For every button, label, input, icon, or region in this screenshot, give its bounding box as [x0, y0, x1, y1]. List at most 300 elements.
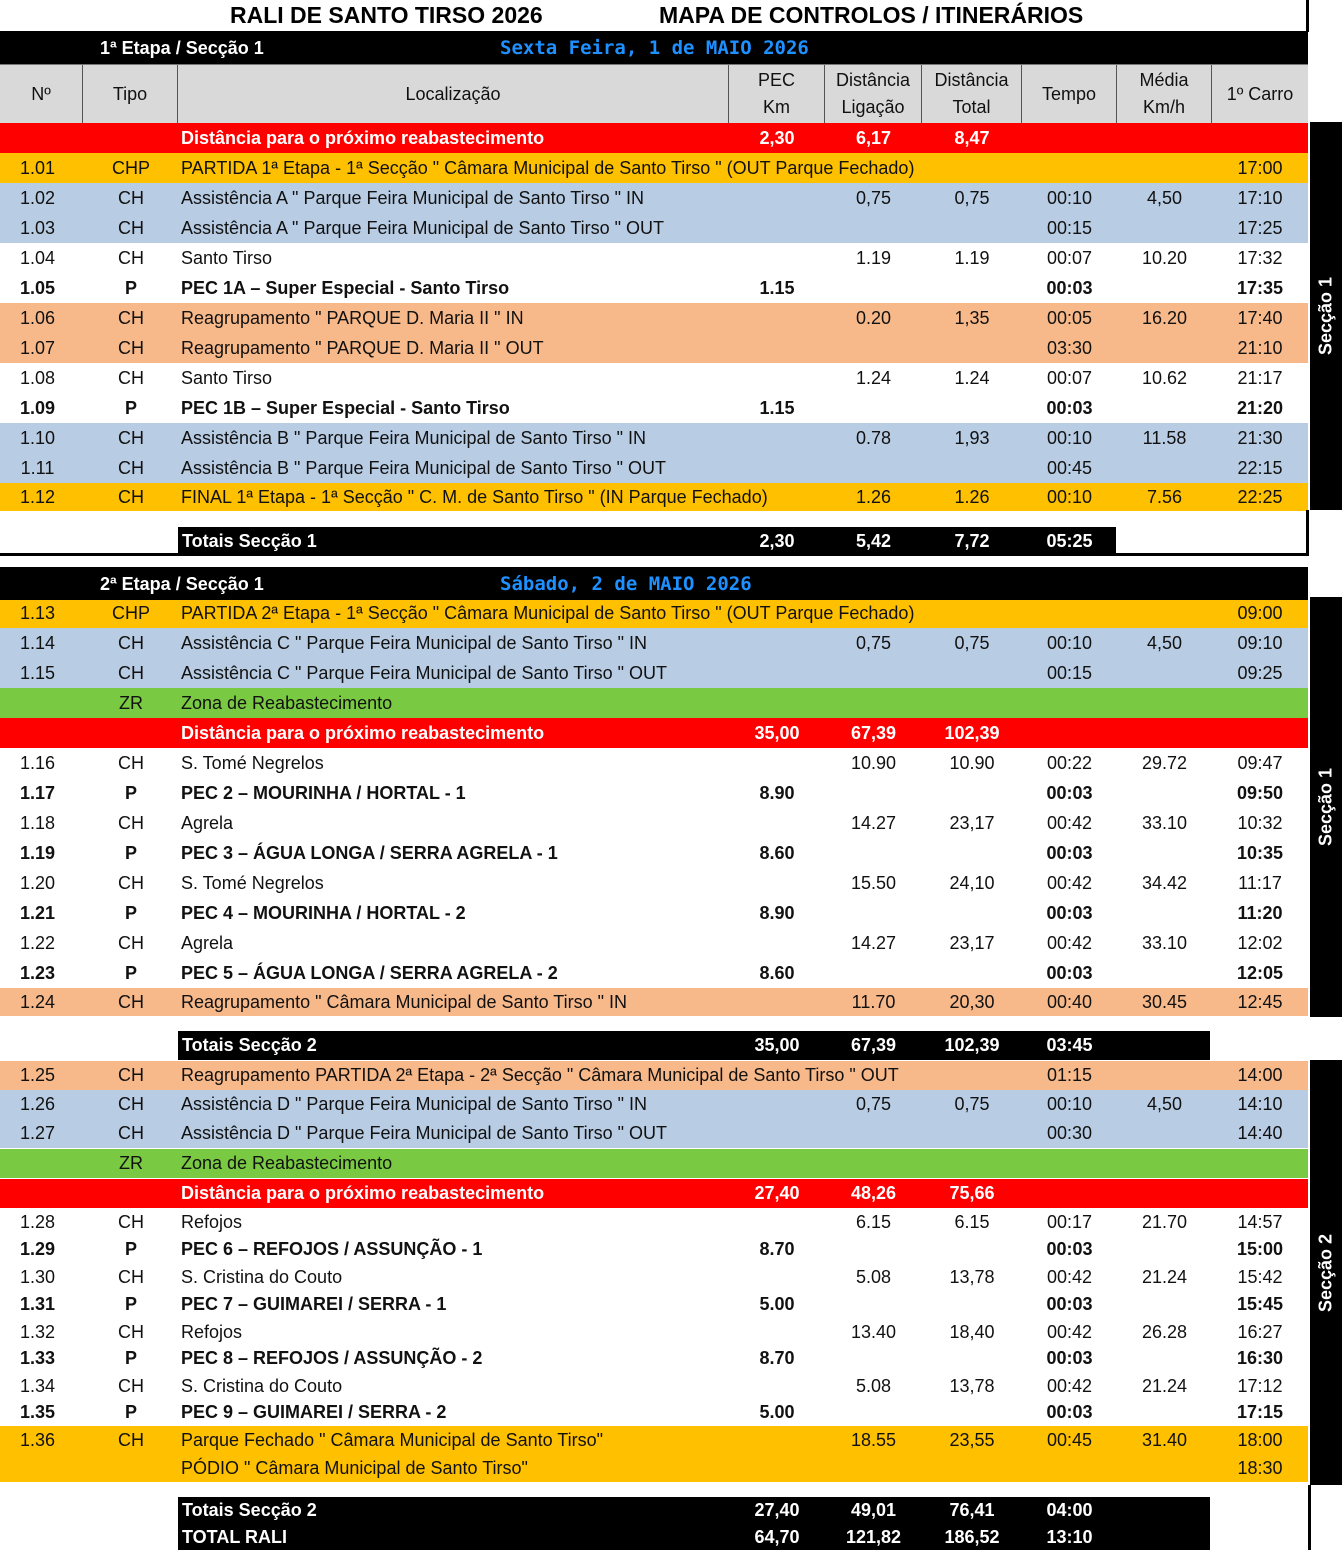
grand-total-label: TOTAL RALI: [182, 1526, 287, 1547]
cell-tipo: P: [124, 1239, 137, 1259]
cell-loc: Agrela: [181, 932, 234, 953]
cell-carro: 17:25: [1237, 217, 1283, 238]
cell-carro: [1212, 718, 1308, 748]
cell-pec: [729, 483, 825, 511]
cell-pec: [729, 658, 825, 688]
cell-media: [1117, 778, 1212, 808]
control-row: [0, 183, 1308, 213]
cell-lig: [825, 1119, 922, 1148]
cell-carro: 09:25: [1237, 662, 1283, 683]
stage-2-band: [0, 567, 1308, 600]
cell-carro: 14:57: [1237, 1211, 1283, 1232]
cell-tipo: CH: [118, 457, 144, 478]
cell-carro: 15:45: [1236, 1294, 1284, 1314]
cell-tot: 23,55: [949, 1429, 995, 1450]
cell-lig: 1.26: [855, 486, 892, 507]
cell-tipo: P: [124, 842, 137, 863]
cell-carro: 18:30: [1237, 1457, 1283, 1478]
cell-media: [1117, 1061, 1212, 1090]
cell-tipo: CH: [118, 427, 144, 448]
cell-carro: 17:40: [1237, 307, 1283, 328]
cell-tipo: CHP: [111, 602, 150, 623]
cell-lig: [825, 658, 922, 688]
cell-carro: 15:42: [1237, 1266, 1283, 1287]
control-row: [0, 898, 1308, 928]
totals-total: 102,39: [944, 1035, 1000, 1055]
control-row: [0, 273, 1308, 303]
control-row: [0, 1236, 1308, 1263]
cell-media: 4,50: [1146, 187, 1183, 208]
header-pec-line2: Km: [763, 97, 790, 117]
cell-tipo: CH: [118, 752, 144, 773]
cell-tipo: P: [124, 1294, 137, 1314]
cell-tipo: [84, 718, 178, 748]
cell-lig: 0,75: [855, 632, 892, 653]
cell-carro: [1212, 123, 1308, 153]
cell-lig: [825, 898, 922, 928]
cell-loc: PEC 5 – ÁGUA LONGA / SERRA AGRELA - 2: [181, 962, 558, 983]
cell-tot: [922, 213, 1022, 243]
cell-carro: 12:02: [1237, 932, 1283, 953]
cell-tot: 1.26: [954, 486, 990, 507]
cell-media: 10.20: [1141, 247, 1188, 268]
cell-loc: Assistência C " Parque Feira Municipal de Santo Tirso " IN: [181, 632, 647, 653]
cell-carro: 21:20: [1236, 397, 1284, 418]
control-row: [0, 1399, 1308, 1426]
cell-tempo: 00:03: [1046, 397, 1093, 418]
cell-media: [1117, 1149, 1212, 1178]
cell-lig: [825, 1236, 922, 1263]
cell-loc: PÓDIO " Câmara Municipal de Santo Tirso": [181, 1457, 528, 1478]
cell-loc: PEC 1A – Super Especial - Santo Tirso: [181, 277, 510, 298]
control-row: [0, 598, 1308, 628]
refuel-zone-row: [0, 1149, 1308, 1178]
cell-tempo: 00:03: [1046, 902, 1093, 923]
cell-pec: 8.60: [759, 842, 795, 863]
cell-tipo: P: [124, 1348, 137, 1368]
cell-pec: [729, 1318, 825, 1346]
cell-lig: [825, 1149, 922, 1178]
cell-carro: 21:17: [1237, 367, 1283, 388]
cell-media: 21.24: [1141, 1375, 1188, 1396]
cell-tipo: CH: [118, 307, 144, 328]
cell-tempo: 00:03: [1046, 1348, 1093, 1368]
cell-carro: 17:10: [1237, 187, 1283, 208]
cell-lig: [825, 333, 922, 363]
totals-row: [178, 1497, 1210, 1524]
control-row: [0, 303, 1308, 333]
totals-label: Totais Secção 2: [182, 1500, 317, 1520]
cell-tot: 8,47: [954, 127, 990, 148]
cell-tempo: 00:15: [1046, 217, 1093, 238]
cell-media: [1117, 898, 1212, 928]
stage-2-date: Sábado, 2 de MAIO 2026: [500, 573, 752, 595]
header-total-line1: Distância: [934, 70, 1009, 90]
cell-no: 1.19: [19, 842, 56, 863]
cell-tempo: 00:15: [1046, 662, 1093, 683]
cell-no: 1.26: [19, 1094, 56, 1114]
control-row: [0, 988, 1308, 1016]
cell-loc: Assistência A " Parque Feira Municipal de Santo Tirso " IN: [181, 187, 644, 208]
cell-tipo: CH: [118, 1266, 144, 1287]
cell-loc: Refojos: [181, 1211, 243, 1232]
cell-no: 1.01: [19, 157, 56, 178]
cell-carro: 09:00: [1237, 602, 1283, 623]
control-row: [0, 483, 1308, 511]
cell-no: 1.12: [19, 486, 56, 507]
cell-no: 1.14: [19, 632, 56, 653]
cell-lig: 10.90: [850, 752, 897, 773]
cell-no: 1.29: [19, 1239, 56, 1259]
cell-no: 1.24: [19, 991, 56, 1012]
cell-pec: [729, 688, 825, 718]
cell-media: [1117, 598, 1212, 628]
totals-ligacao: 5,42: [855, 531, 892, 551]
cell-loc: PEC 9 – GUIMAREI / SERRA - 2: [181, 1402, 447, 1422]
side-section-label: [1310, 122, 1342, 510]
cell-tot: [922, 1399, 1022, 1426]
side-section-label: [1310, 1060, 1342, 1485]
cell-tot: [922, 598, 1022, 628]
header-ligacao-line2: Ligação: [841, 97, 905, 117]
cell-media: [1117, 1454, 1212, 1482]
cell-pec: [729, 423, 825, 453]
cell-no: 1.11: [20, 457, 55, 478]
cell-media: [1117, 1291, 1212, 1318]
cell-tot: 23,17: [949, 812, 995, 833]
cell-lig: 48,26: [850, 1183, 897, 1203]
cell-lig: [825, 453, 922, 483]
cell-pec: [729, 1263, 825, 1291]
cell-media: [1117, 123, 1212, 153]
cell-tot: [922, 658, 1022, 688]
cell-loc: Assistência D " Parque Feira Municipal de Santo Tirso " OUT: [181, 1123, 667, 1143]
cell-tot: [922, 1291, 1022, 1318]
cell-no: 1.09: [19, 397, 56, 418]
cell-loc: PARTIDA 2ª Etapa - 1ª Secção " Câmara Municipal de Santo Tirso " (OUT Parque Fechado): [181, 602, 915, 623]
cell-no: [0, 123, 75, 153]
cell-tot: [922, 778, 1022, 808]
cell-pec: 1.15: [759, 277, 795, 298]
cell-pec: [729, 1061, 825, 1090]
refuel-zone-row: [0, 688, 1308, 718]
cell-media: 26.28: [1141, 1321, 1188, 1342]
cell-pec: [729, 1426, 825, 1454]
cell-tipo: CH: [118, 1065, 144, 1085]
cell-tempo: 00:10: [1046, 1094, 1093, 1114]
cell-tempo: 00:45: [1046, 1429, 1093, 1450]
stage-1-band: [0, 31, 1308, 64]
cell-pec: 1.15: [759, 397, 795, 418]
cell-carro: 12:05: [1236, 962, 1284, 983]
cell-media: 4,50: [1146, 632, 1183, 653]
cell-pec: 27,40: [754, 1183, 800, 1203]
cell-loc: Assistência C " Parque Feira Municipal de Santo Tirso " OUT: [181, 662, 667, 683]
cell-tipo: [84, 1179, 178, 1208]
cell-no: 1.15: [19, 662, 56, 683]
control-row: [0, 153, 1308, 183]
cell-tot: 1.24: [954, 367, 990, 388]
cell-media: 29.72: [1141, 752, 1188, 773]
cell-pec: [729, 598, 825, 628]
control-row: [0, 1345, 1308, 1372]
cell-pec: 35,00: [754, 722, 800, 743]
control-row: [0, 748, 1308, 778]
cell-carro: 21:30: [1237, 427, 1283, 448]
cell-tipo: ZR: [119, 1153, 143, 1173]
cell-tot: 13,78: [949, 1375, 995, 1396]
stage-2-label: 2ª Etapa / Secção 1: [100, 574, 264, 594]
cell-lig: 6.15: [855, 1211, 892, 1232]
cell-lig: 5.08: [855, 1375, 892, 1396]
cell-carro: 11:20: [1237, 902, 1283, 923]
cell-tot: 23,17: [949, 932, 995, 953]
totals-tempo: 03:45: [1046, 1035, 1093, 1055]
cell-media: [1117, 1179, 1212, 1208]
cell-lig: 14.27: [850, 932, 897, 953]
totals-total: 76,41: [949, 1500, 995, 1520]
grand-total-pec: 64,70: [754, 1526, 800, 1547]
right-border: [1306, 0, 1309, 32]
cell-tot: 0,75: [954, 632, 990, 653]
header-total-line2: Total: [952, 97, 991, 117]
cell-tipo: ZR: [119, 692, 143, 713]
cell-tipo: [84, 1454, 178, 1482]
cell-media: [1117, 688, 1212, 718]
cell-no: 1.34: [19, 1375, 56, 1396]
cell-tot: 1,35: [954, 307, 990, 328]
cell-loc: Reagrupamento " Câmara Municipal de Santo Tirso " IN: [181, 991, 627, 1012]
cell-loc: S. Cristina do Couto: [181, 1375, 343, 1396]
cell-tempo: 03:30: [1046, 337, 1093, 358]
control-row: [0, 868, 1308, 898]
cell-tempo: 00:40: [1046, 991, 1093, 1012]
cell-pec: [729, 453, 825, 483]
cell-tipo: CH: [118, 1321, 144, 1342]
totals-pec: 27,40: [754, 1500, 800, 1520]
grand-total-ligacao: 121,82: [845, 1526, 902, 1547]
cell-media: [1117, 213, 1212, 243]
cell-lig: [825, 273, 922, 303]
cell-tot: 1,93: [954, 427, 990, 448]
cell-tipo: CH: [118, 367, 144, 388]
totals-pec: 35,00: [754, 1035, 800, 1055]
cell-carro: 09:47: [1237, 752, 1283, 773]
cell-pec: 8.90: [759, 782, 795, 803]
cell-loc: Zona de Reabastecimento: [181, 692, 393, 713]
cell-no: 1.17: [19, 782, 56, 803]
cell-tot: [922, 453, 1022, 483]
cell-media: [1117, 658, 1212, 688]
control-row: [0, 1061, 1308, 1090]
cell-loc: Assistência D " Parque Feira Municipal de Santo Tirso " IN: [181, 1094, 647, 1114]
cell-tot: 13,78: [949, 1266, 995, 1287]
cell-tipo: P: [124, 902, 137, 923]
table-header: [0, 64, 1308, 125]
side-section-label: [1310, 597, 1342, 1017]
cell-tot: [922, 1236, 1022, 1263]
totals-row: [178, 1031, 1210, 1060]
cell-tipo: CH: [118, 1375, 144, 1396]
cell-tot: [922, 688, 1022, 718]
cell-no: [0, 688, 75, 718]
cell-media: [1117, 153, 1212, 183]
cell-carro: 18:00: [1237, 1429, 1283, 1450]
cell-media: 33.10: [1141, 812, 1188, 833]
refuel-distance-row: [0, 123, 1308, 153]
cell-tot: 102,39: [944, 722, 1000, 743]
cell-media: [1117, 838, 1212, 868]
cell-no: 1.35: [19, 1402, 56, 1422]
cell-tempo: [1022, 1149, 1117, 1178]
cell-carro: 17:12: [1237, 1375, 1283, 1396]
cell-tipo: CH: [118, 1094, 144, 1114]
totals-total: 7,72: [954, 531, 990, 551]
cell-no: 1.04: [19, 247, 56, 268]
control-row: [0, 453, 1308, 483]
cell-loc: Assistência B " Parque Feira Municipal de Santo Tirso " IN: [181, 427, 646, 448]
cell-tot: 75,66: [949, 1183, 995, 1203]
cell-tempo: [1022, 598, 1117, 628]
control-row: [0, 838, 1308, 868]
cell-tipo: CH: [118, 187, 144, 208]
header-pec-line1: PEC: [757, 70, 795, 90]
cell-media: [1117, 718, 1212, 748]
cell-tipo: CH: [118, 1211, 144, 1232]
cell-no: 1.16: [19, 752, 56, 773]
section-1-right-border: [1306, 510, 1309, 556]
cell-loc: S. Tomé Negrelos: [181, 872, 324, 893]
cell-no: 1.31: [19, 1294, 56, 1314]
cell-pec: 8.70: [759, 1239, 795, 1259]
cell-no: 1.30: [19, 1266, 56, 1287]
header-total: [922, 65, 1022, 123]
header-media-line2: Km/h: [1142, 97, 1185, 117]
cell-tipo: P: [124, 397, 137, 418]
cell-loc: Santo Tirso: [181, 247, 273, 268]
cell-pec: [729, 363, 825, 393]
cell-loc: PEC 2 – MOURINHA / HORTAL - 1: [181, 782, 466, 803]
cell-tempo: 00:03: [1046, 277, 1093, 298]
cell-lig: [825, 598, 922, 628]
cell-tempo: 00:42: [1046, 1321, 1093, 1342]
cell-carro: 17:32: [1237, 247, 1283, 268]
cell-lig: 67,39: [850, 722, 897, 743]
cell-tempo: [1022, 718, 1117, 748]
cell-tot: [922, 838, 1022, 868]
control-row: [0, 1263, 1308, 1291]
cell-tempo: [1022, 153, 1117, 183]
cell-tipo: P: [124, 782, 137, 803]
cell-no: [0, 1454, 75, 1482]
cell-tempo: 00:10: [1046, 632, 1093, 653]
control-row: [0, 1208, 1308, 1236]
cell-tipo: CH: [118, 812, 144, 833]
cell-pec: [729, 808, 825, 838]
cell-carro: 09:50: [1236, 782, 1284, 803]
cell-lig: 15.50: [850, 872, 897, 893]
control-row: [0, 658, 1308, 688]
bottom-right-border: [1308, 1485, 1311, 1550]
cell-tot: 20,30: [949, 991, 995, 1012]
cell-tot: [922, 898, 1022, 928]
cell-tipo: CH: [118, 662, 144, 683]
cell-no: 1.27: [19, 1123, 56, 1143]
cell-lig: 18.55: [850, 1429, 897, 1450]
cell-loc: Reagrupamento PARTIDA 2ª Etapa - 2ª Secção " Câmara Municipal de Santo Tirso " OUT: [181, 1065, 899, 1085]
totals-ligacao: 67,39: [850, 1035, 897, 1055]
cell-pec: [729, 1208, 825, 1236]
totals-ligacao: 49,01: [850, 1500, 897, 1520]
cell-loc: Assistência A " Parque Feira Municipal de Santo Tirso " OUT: [181, 217, 664, 238]
cell-tempo: 00:42: [1046, 812, 1093, 833]
control-row: [0, 1119, 1308, 1148]
control-row: [0, 1426, 1308, 1454]
cell-loc: PEC 4 – MOURINHA / HORTAL - 2: [181, 902, 466, 923]
cell-tempo: 00:07: [1046, 367, 1093, 388]
control-row: [0, 423, 1308, 453]
cell-loc: Assistência B " Parque Feira Municipal de Santo Tirso " OUT: [181, 457, 666, 478]
cell-media: 4,50: [1146, 1094, 1183, 1114]
cell-carro: 22:15: [1237, 457, 1283, 478]
cell-tempo: 00:42: [1046, 1266, 1093, 1287]
cell-no: 1.23: [19, 962, 56, 983]
cell-tempo: 00:45: [1046, 457, 1093, 478]
cell-tempo: 00:42: [1046, 872, 1093, 893]
cell-tipo: [84, 123, 178, 153]
cell-tot: [922, 1345, 1022, 1372]
header-1-carro: 1º Carro: [1226, 83, 1294, 104]
cell-pec: [729, 748, 825, 778]
cell-tipo: CH: [118, 932, 144, 953]
side-section-label-text: Secção 1: [1315, 276, 1336, 356]
cell-media: 31.40: [1141, 1429, 1188, 1450]
grand-total-row: [178, 1524, 1210, 1550]
cell-tempo: 00:03: [1046, 962, 1093, 983]
header-ligacao: [825, 65, 922, 123]
cell-tempo: 00:17: [1046, 1211, 1093, 1232]
control-row: [0, 1318, 1308, 1346]
cell-pec: [729, 1119, 825, 1148]
cell-carro: 12:45: [1237, 991, 1283, 1012]
cell-tot: [922, 1454, 1022, 1482]
cell-pec: [729, 928, 825, 958]
control-row: [0, 928, 1308, 958]
cell-tipo: CHP: [111, 157, 150, 178]
cell-pec: [729, 988, 825, 1016]
cell-no: 1.25: [19, 1065, 56, 1085]
cell-tempo: 00:03: [1046, 782, 1093, 803]
cell-pec: [729, 183, 825, 213]
cell-no: 1.08: [19, 367, 56, 388]
cell-tot: 0,75: [954, 187, 990, 208]
cell-tempo: 01:15: [1046, 1065, 1093, 1085]
cell-tempo: 00:30: [1046, 1123, 1093, 1143]
cell-carro: 22:25: [1237, 486, 1283, 507]
cell-lig: [825, 213, 922, 243]
cell-no: 1.32: [19, 1321, 56, 1342]
totals-label: Totais Secção 2: [182, 1035, 317, 1055]
cell-loc: PEC 6 – REFOJOS / ASSUNÇÃO - 1: [181, 1239, 483, 1259]
cell-carro: [1212, 688, 1308, 718]
cell-tot: [922, 273, 1022, 303]
cell-media: 30.45: [1141, 991, 1188, 1012]
cell-lig: [825, 393, 922, 423]
cell-tempo: 00:03: [1046, 842, 1093, 863]
cell-media: [1117, 453, 1212, 483]
cell-loc: Agrela: [181, 812, 234, 833]
cell-loc: PEC 1B – Super Especial - Santo Tirso: [181, 397, 510, 418]
